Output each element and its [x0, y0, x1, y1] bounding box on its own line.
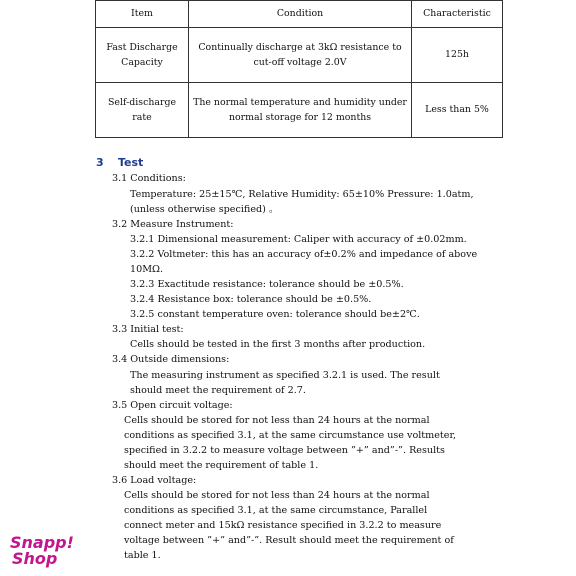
header-characteristic: Characteristic [412, 1, 503, 28]
cell-text: Self-discharge [108, 96, 176, 108]
logo-line2: Shop [12, 549, 58, 568]
body-line: conditions as specified 3.1, at the same circumstance use voltmeter, [124, 430, 457, 441]
subheading: 3.1 Conditions: [112, 173, 186, 184]
body-line: should meet the requirement of table 1. [124, 460, 319, 471]
subheading: 3.3 Initial test: [112, 324, 184, 335]
header-item: Item [96, 1, 189, 28]
section-title: Test [118, 156, 144, 169]
row-value-cell: Less than 5% [412, 83, 503, 138]
body-line: 10MΩ. [130, 264, 164, 275]
row-value-cell: 125h [412, 28, 503, 83]
table-header-row [96, 1, 503, 28]
section-number: 3 [96, 156, 104, 169]
row-item-cell [96, 83, 189, 138]
body-line: Temperature: 25±15℃, Relative Humidity: 65±10% Pressure: 1.0atm, [130, 189, 474, 200]
body-line: specified in 3.2.2 to measure voltage between ”+” and”-”. Results [124, 445, 445, 456]
cell-text: cut-off voltage 2.0V [253, 57, 347, 68]
header-condition: Condition [189, 1, 412, 28]
body-line: 3.2.4 Resistance box: tolerance should be ±0.5%. [130, 294, 372, 305]
body-line: connect meter and 15kΩ resistance specified in 3.2.2 to measure [124, 520, 442, 531]
body-line: table 1. [124, 550, 161, 561]
subheading: 3.4 Outside dimensions: [112, 354, 230, 365]
subheading: 3.2 Measure Instrument: [112, 219, 234, 230]
table-row [96, 28, 503, 83]
body-line: 3.2.1 Dimensional measurement: Caliper with accuracy of ±0.02mm. [130, 234, 467, 245]
row-condition-cell [189, 28, 412, 83]
body-line: conditions as specified 3.1, at the same circumstance, Parallel [124, 505, 428, 516]
body-line: Cells should be tested in the first 3 months after production. [130, 339, 426, 350]
body-line: should meet the requirement of 2.7. [130, 385, 306, 396]
spec-table [95, 0, 503, 138]
body-line: 3.2.3 Exactitude resistance: tolerance should be ±0.5%. [130, 279, 404, 290]
subheading: 3.5 Open circuit voltage: [112, 400, 233, 411]
body-line: The measuring instrument as specified 3.2.1 is used. The result [130, 370, 440, 381]
subheading: 3.6 Load voltage: [112, 475, 197, 486]
body-line: Cells should be stored for not less than 24 hours at the normal [124, 490, 430, 501]
logo-line1: Snapp! [10, 533, 74, 552]
row-item-cell [96, 28, 189, 83]
body-line: 3.2.2 Voltmeter: this has an accuracy of±0.2% and impedance of above [130, 249, 478, 260]
cell-text: Fast Discharge [106, 41, 178, 53]
row-condition-cell [189, 83, 412, 138]
cell-text: normal storage for 12 months [228, 112, 372, 123]
section-heading [96, 156, 143, 170]
cell-text: Continually discharge at 3kΩ resistance to [198, 41, 402, 53]
body-line: (unless otherwise specified) 。 [130, 204, 279, 215]
cell-text: The normal temperature and humidity under [193, 96, 407, 108]
table-row [96, 83, 503, 138]
cell-text: rate [132, 112, 152, 123]
body-line: Cells should be stored for not less than 24 hours at the normal [124, 415, 430, 426]
body-line: voltage between ”+” and”-”. Result should meet the requirement of [124, 535, 454, 546]
cell-text: Capacity [121, 57, 163, 68]
snapp-shop-logo [10, 535, 90, 567]
body-line: 3.2.5 constant temperature oven: tolerance should be±2℃. [130, 309, 420, 320]
